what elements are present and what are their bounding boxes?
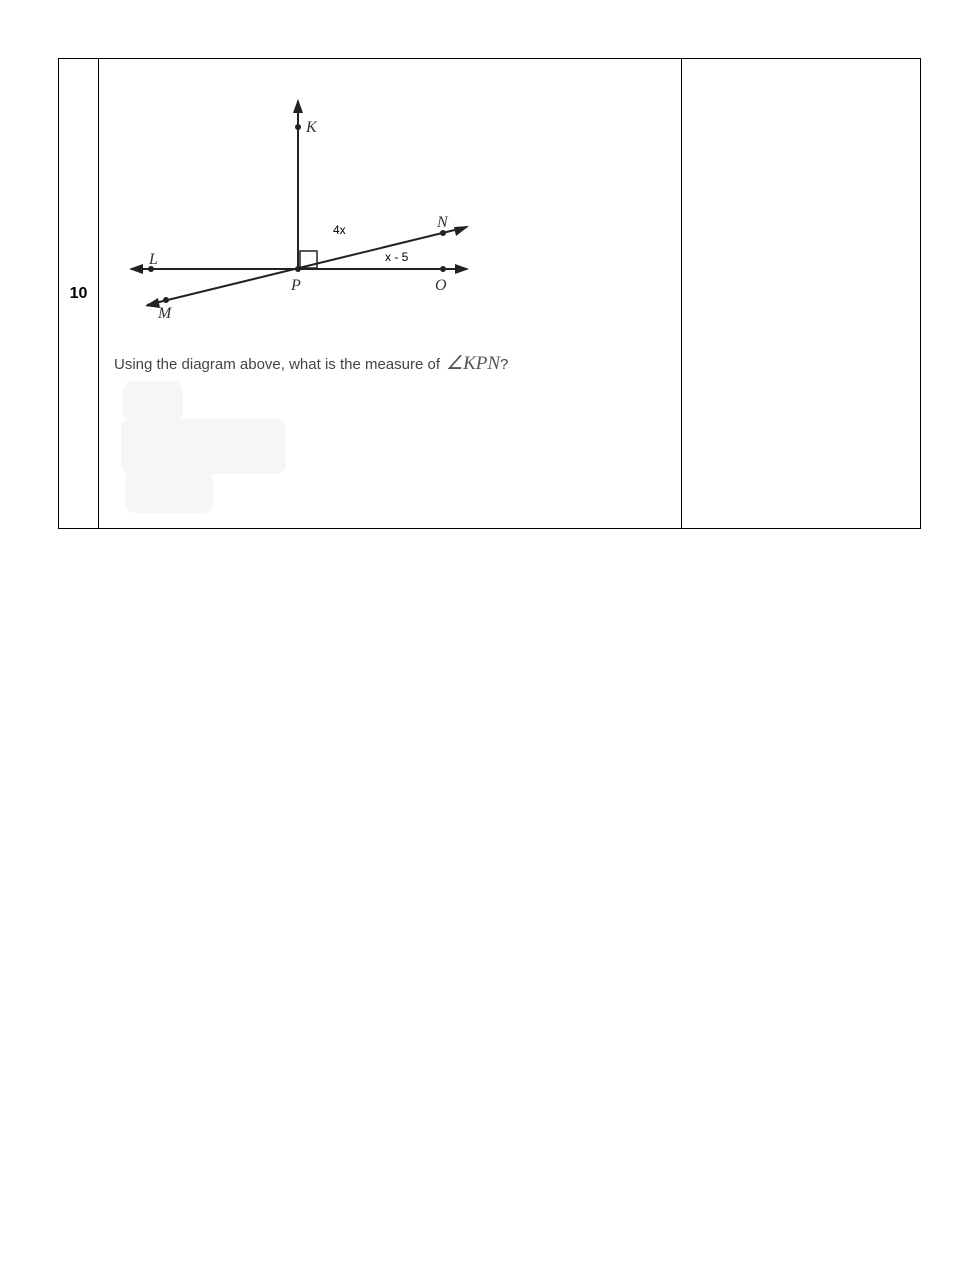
arrow-right-icon — [455, 264, 469, 274]
faded-choice-area — [123, 381, 183, 421]
question-suffix: ? — [500, 356, 509, 373]
question-number: 10 — [69, 284, 88, 302]
question-prompt: Using the diagram above, what is the measure of — [114, 356, 441, 373]
question-table — [58, 58, 921, 529]
point-o — [440, 266, 446, 272]
arrow-up-icon — [293, 99, 303, 113]
faded-choice-area — [125, 471, 213, 513]
arrow-up-right-icon — [454, 226, 469, 236]
label-k: K — [306, 119, 317, 136]
question-content-cell — [99, 59, 682, 528]
angle-name: KPN — [463, 353, 501, 374]
answer-cell[interactable] — [683, 59, 920, 528]
label-m: M — [158, 305, 172, 322]
label-n: N — [437, 214, 448, 231]
label-l: L — [149, 251, 158, 268]
point-p — [295, 266, 301, 272]
label-p: P — [291, 277, 301, 294]
line-mn — [147, 227, 467, 305]
question-number-cell — [59, 59, 98, 528]
label-o: O — [435, 277, 447, 294]
arrow-left-icon — [129, 264, 143, 274]
point-k — [295, 124, 301, 130]
angle-label-npo: x - 5 — [385, 250, 409, 264]
point-m — [163, 297, 169, 303]
angle-symbol: ∠ — [446, 353, 464, 374]
geometry-diagram — [99, 59, 682, 339]
question-text — [114, 352, 508, 375]
angle-label-kpn: 4x — [333, 223, 346, 237]
faded-choice-area — [121, 419, 286, 474]
